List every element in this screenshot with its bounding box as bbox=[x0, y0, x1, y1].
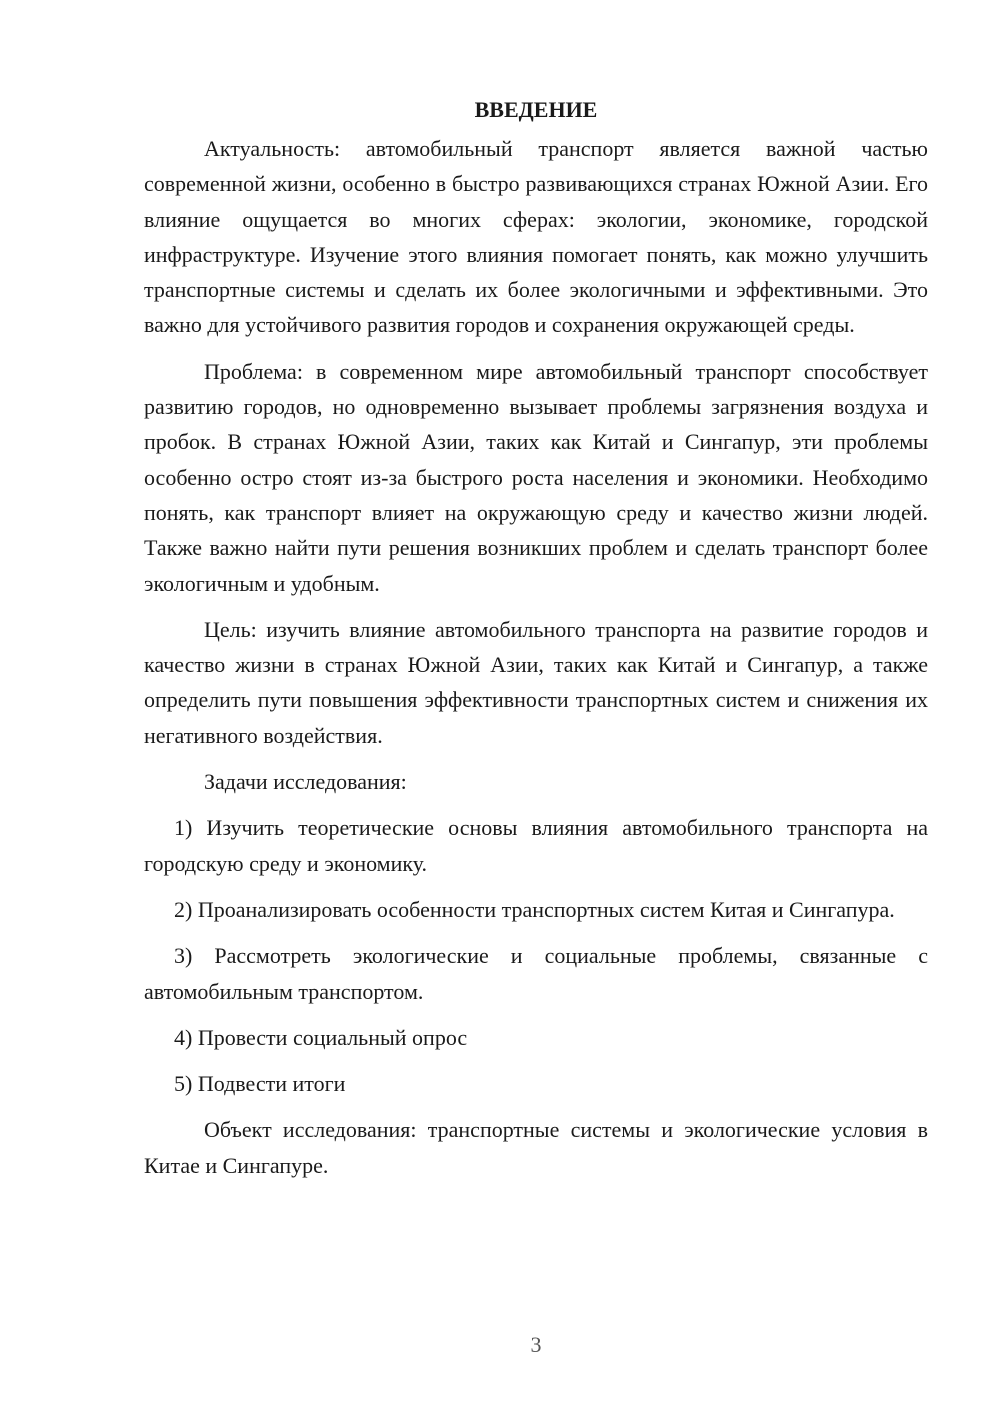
task-item: 2) Проанализировать особенности транспортных систем Китая и Сингапура. bbox=[174, 896, 895, 922]
relevance-paragraph: Актуальность: автомобильный транспорт является важной частью современной жизни, особенно в быстро развивающихся странах Южной Азии. Его влияние ощущается во многих сферах: экологии, экономике, городской инфраструктуре. Изучение этого влияния помогает понять, как можно улучшить транспортные системы и сделать их более экологичными и эффективными. Это важно для устойчивого развития городов и сохранения окружающей среды. bbox=[144, 136, 928, 338]
problem-paragraph: Проблема: в современном мире автомобильный транспорт способствует развитию городов, но одновременно вызывает проблемы загрязнения воздуха и пробок. В странах Южной Азии, таких как Китай и Сингапур, эти проблемы особенно остро стоят из-за быстрого роста населения и экономики. Необходимо понять, как транспорт влияет на окружающую среду и качество жизни людей. Также важно найти пути решения возникших проблем и сделать транспорт более экологичным и удобным. bbox=[144, 358, 928, 596]
task-item: 5) Подвести итоги bbox=[174, 1071, 346, 1097]
object-paragraph: Объект исследования: транспортные системы и экологические условия в Китае и Сингапуре. bbox=[144, 1117, 928, 1178]
task-item: 1) Изучить теоретические основы влияния автомобильного транспорта на городскую среду и экономику. bbox=[144, 815, 928, 876]
goal-paragraph: Цель: изучить влияние автомобильного транспорта на развитие городов и качество жизни в странах Южной Азии, таких как Китай и Сингапур, а также определить пути повышения эффективности транспортных систем и снижения их негативного воздействия. bbox=[144, 616, 928, 748]
task-item: 4) Провести социальный опрос bbox=[174, 1024, 468, 1050]
section-title: ВВЕДЕНИЕ bbox=[474, 97, 598, 122]
page-number: 3 bbox=[530, 1332, 542, 1357]
task-item: 3) Рассмотреть экологические и социальные проблемы, связанные с автомобильным транспортом. bbox=[144, 943, 928, 1004]
tasks-heading: Задачи исследования: bbox=[204, 769, 407, 795]
document-body bbox=[144, 92, 928, 1183]
